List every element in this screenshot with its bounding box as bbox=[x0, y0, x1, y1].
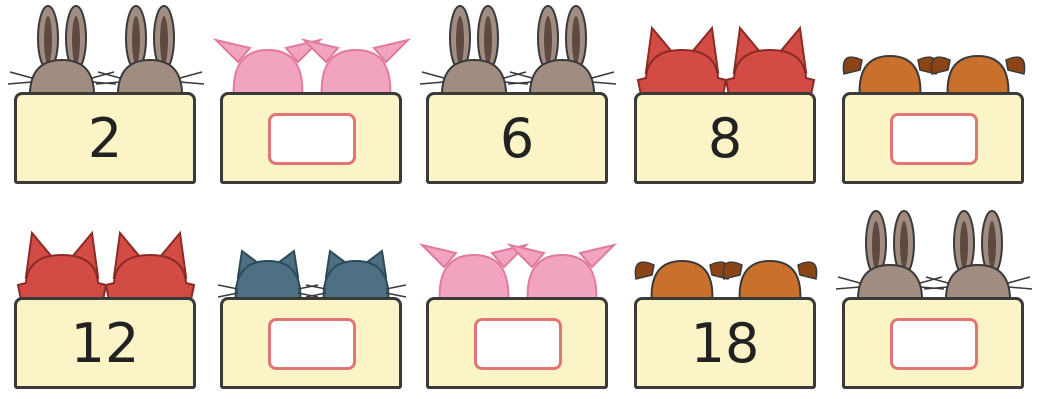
number-box bbox=[634, 297, 816, 389]
answer-blank[interactable] bbox=[890, 113, 978, 165]
count-number: 2 bbox=[87, 106, 123, 170]
counting-card bbox=[632, 0, 820, 190]
number-box bbox=[842, 297, 1024, 389]
answer-blank[interactable] bbox=[890, 318, 978, 370]
counting-card bbox=[218, 205, 406, 395]
counting-card bbox=[12, 0, 200, 190]
answer-blank[interactable] bbox=[268, 318, 356, 370]
count-number: 6 bbox=[499, 106, 535, 170]
number-box bbox=[426, 297, 608, 389]
number-box bbox=[14, 297, 196, 389]
counting-card bbox=[840, 205, 1028, 395]
count-number: 12 bbox=[70, 311, 140, 375]
number-box bbox=[426, 92, 608, 184]
number-box bbox=[220, 297, 402, 389]
answer-blank[interactable] bbox=[474, 318, 562, 370]
number-box bbox=[220, 92, 402, 184]
number-box bbox=[842, 92, 1024, 184]
count-number: 8 bbox=[707, 106, 743, 170]
counting-card bbox=[424, 205, 612, 395]
number-box bbox=[14, 92, 196, 184]
count-number: 18 bbox=[690, 311, 760, 375]
counting-card bbox=[218, 0, 406, 190]
counting-card bbox=[632, 205, 820, 395]
number-box bbox=[634, 92, 816, 184]
counting-card bbox=[424, 0, 612, 190]
answer-blank[interactable] bbox=[268, 113, 356, 165]
counting-card bbox=[840, 0, 1028, 190]
counting-card bbox=[12, 205, 200, 395]
